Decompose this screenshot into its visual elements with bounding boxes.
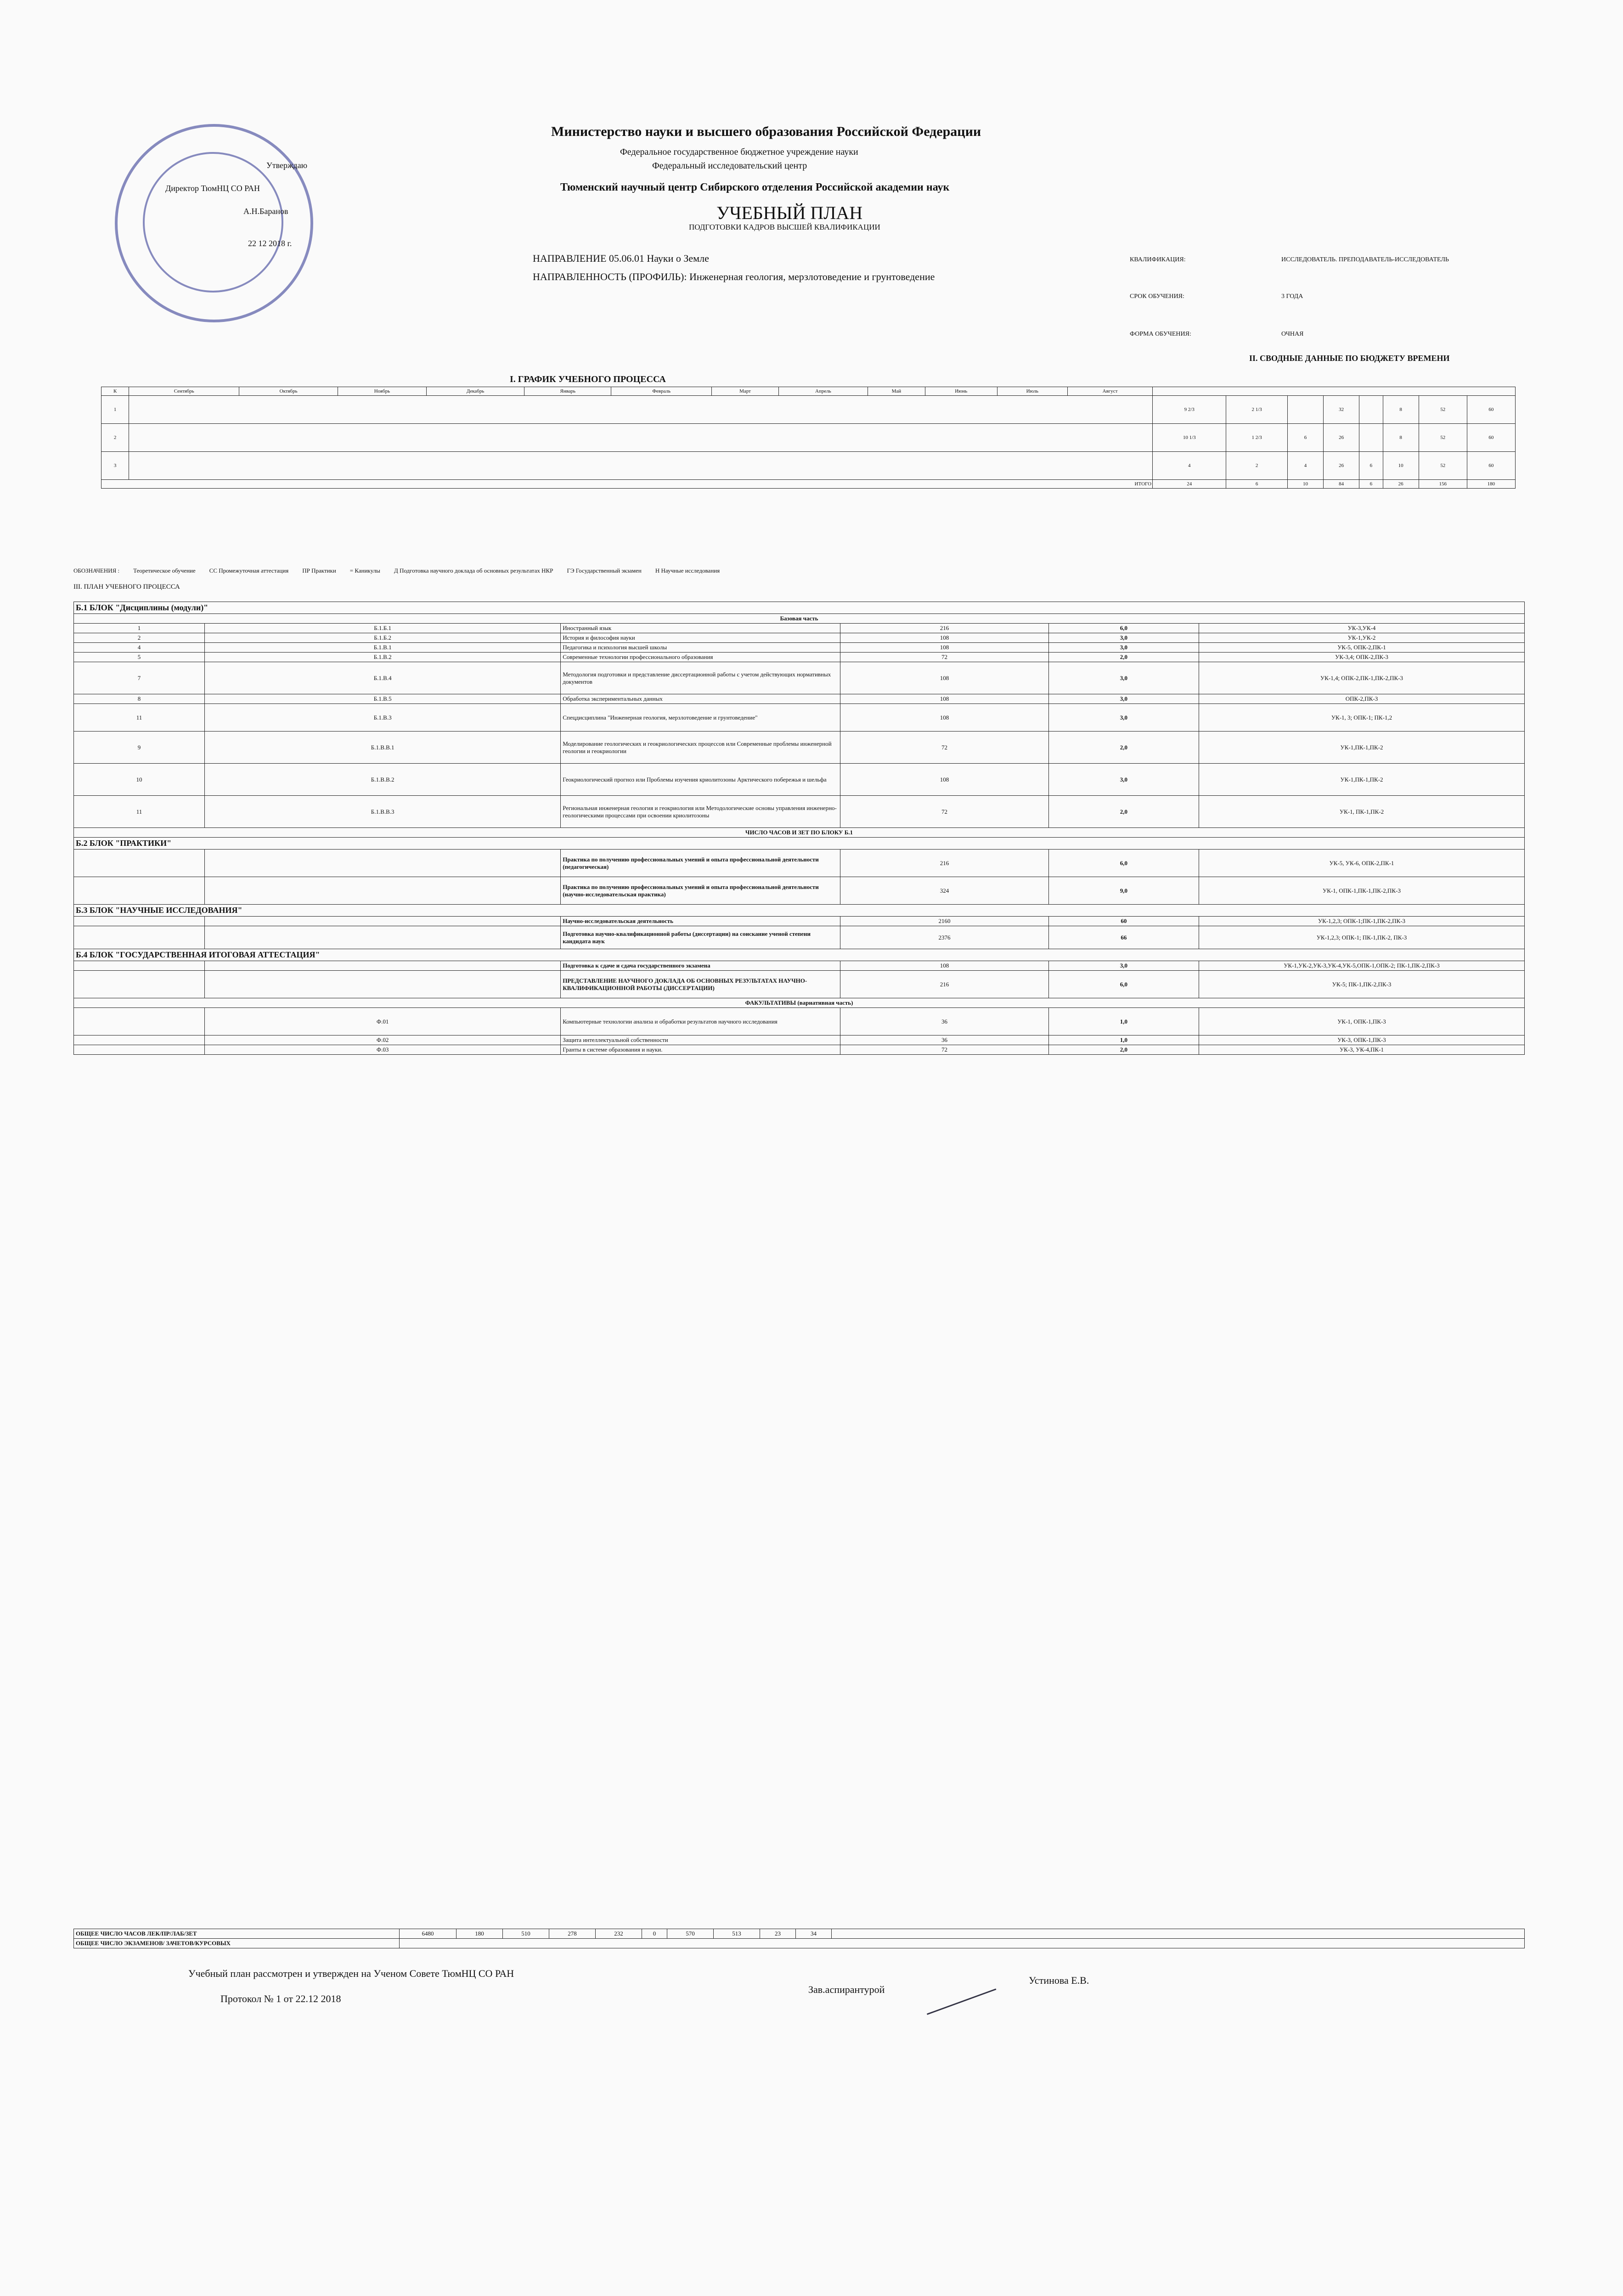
signature (914, 1954, 997, 2015)
month-cell: Август (1068, 387, 1153, 396)
schedule-row: 1 9 2/3 2 1/3 32 8 52 60 (101, 396, 1516, 424)
schedule-row: 3 4 2 4 26 6 10 52 60 (101, 452, 1516, 480)
header-line2: Федеральный исследовательский центр (652, 161, 807, 171)
month-cell: Май (868, 387, 925, 396)
table-row: Ф.01 Компьютерные технологии анализа и обработки результатов научного исследования 36 1,0 УК-1, ОПК-1,ПК-3 (74, 1008, 1525, 1035)
table-row: 11 Б.1.В.3 Спецдисциплина "Инженерная геология, мерзлотоведение и грунтоведение" 108 3,0 УК-1, 3; ОПК-1; ПК-1,2 (74, 704, 1525, 732)
table-row: ПРЕДСТАВЛЕНИЕ НАУЧНОГО ДОКЛАДА ОБ ОСНОВНЫХ РЕЗУЛЬТАТАХ НАУЧНО-КВАЛИФИКАЦИОННОЙ РАБОТЫ (ДИССЕРТАЦИИ) 216 6,0 УК-5; ПК-1,ПК-2,ПК-3 (74, 971, 1525, 998)
table-row: 10 Б.1.В.В.2 Геокриологический прогноз или Проблемы изучения криолитозоны Арктического побережья и шельфа 108 3,0 УК-1,ПК-1,ПК-2 (74, 764, 1525, 796)
term-value: 3 ГОДА (1281, 293, 1303, 300)
center-name: Тюменский научный центр Сибирского отделения Российской академии наук (560, 181, 950, 193)
fac-title: ФАКУЛЬТАТИВЫ (вариативная часть) (74, 998, 1525, 1008)
month-cell: Декабрь (426, 387, 524, 396)
month-cell: Январь (524, 387, 611, 396)
month-cell: Октябрь (239, 387, 338, 396)
form-value: ОЧНАЯ (1281, 331, 1304, 338)
table-row: 2 Б.1.Б.2 История и философия науки 108 3,0 УК-1,УК-2 (74, 633, 1525, 643)
table-row: 5 Б.1.В.2 Современные технологии профессионального образования 72 2,0 УК-3,4; ОПК-2,ПК-3 (74, 653, 1525, 662)
month-cell: Март (712, 387, 779, 396)
legend: ОБОЗНАЧЕНИЯ : Теоретическое обучение СС Промежуточная аттестация ПР Практики = Каникулы Д Подготовка научного доклада об основных результатах НКР ГЭ Государственный экзамен Н Научные исследования (73, 567, 720, 574)
budget-title: II. СВОДНЫЕ ДАННЫЕ ПО БЮДЖЕТУ ВРЕМЕНИ (1249, 354, 1450, 363)
table-row: Научно-исследовательская деятельность 2160 60 УК-1,2,3; ОПК-1;ПК-1,ПК-2,ПК-3 (74, 917, 1525, 926)
block2-title: Б.2 БЛОК "ПРАКТИКИ" (74, 838, 1525, 850)
official-seal (115, 124, 313, 322)
table-row: 4 Б.1.В.1 Педагогика и психология высшей школы 108 3,0 УК-5, ОПК-2,ПК-1 (74, 643, 1525, 653)
header-line1: Федеральное государственное бюджетное учреждение науки (620, 147, 858, 157)
approve-label: Утверждаю (266, 161, 308, 170)
table-row: Практика по получению профессиональных умений и опыта профессиональной деятельности (педагогическая) 216 6,0 УК-5, УК-6, ОПК-2,ПК-1 (74, 850, 1525, 877)
month-cell: Апрель (778, 387, 868, 396)
table-row: Практика по получению профессиональных умений и опыта профессиональной деятельности (научно-исследовательская практика) 324 9,0 УК-1, ОПК-1,ПК-1,ПК-2,ПК-3 (74, 877, 1525, 905)
total-b1: ЧИСЛО ЧАСОВ И ЗЕТ ПО БЛОКУ Б.1 (74, 828, 1525, 838)
plan-table (73, 602, 1525, 1055)
table-row: Ф.02 Защита интеллектуальной собственности 36 1,0 УК-3, ОПК-1,ПК-3 (74, 1035, 1525, 1045)
direction: НАПРАВЛЕНИЕ 05.06.01 Науки о Земле (533, 253, 709, 264)
term-label: СРОК ОБУЧЕНИЯ: (1130, 293, 1184, 300)
block1-title: Б.1 БЛОК "Дисциплины (модули)" (74, 602, 1525, 614)
table-row: 9 Б.1.В.В.1 Моделирование геологических и геокриологических процессов или Современные проблемы инженерной геологии и геокриологии 72 2,0 УК-1,ПК-1,ПК-2 (74, 732, 1525, 764)
month-cell: Июнь (925, 387, 997, 396)
table-row: 8 Б.1.В.5 Обработка экспериментальных данных 108 3,0 ОПК-2,ПК-3 (74, 694, 1525, 704)
table-row: Подготовка к сдаче и сдача государственного экзамена 108 3,0 УК-1,УК-2,УК-3,УК-4,УК-5,ОПК-1,ОПК-2; ПК-1,ПК-2,ПК-3 (74, 961, 1525, 971)
block3-title: Б.3 БЛОК "НАУЧНЫЕ ИССЛЕДОВАНИЯ" (74, 905, 1525, 917)
month-cell: Февраль (611, 387, 712, 396)
table-row: 11 Б.1.В.В.3 Региональная инженерная геология и геокриология или Методологические основы управления инженерно-геологическими процессами при освоении криолитозоны 72 2,0 УК-1, ПК-1,ПК-2 (74, 796, 1525, 828)
totals-table: ОБЩЕЕ ЧИСЛО ЧАСОВ ЛЕК/ПР/ЛАБ/ЗЕТ 6480 180 510 278 232 0 570 513 23 34 ОБЩЕЕ ЧИСЛО ЭКЗАМЕНОВ/ ЗАЧЕТОВ/КУРСОВЫХ (73, 1929, 1525, 1948)
ministry-title: Министерство науки и высшего образования Российской Федерации (551, 124, 981, 139)
plan-title: III. ПЛАН УЧЕБНОГО ПРОЦЕССА (73, 583, 180, 591)
footer-head-name: Устинова Е.В. (1029, 1975, 1089, 1986)
profile: НАПРАВЛЕННОСТЬ (ПРОФИЛЬ): Инженерная геология, мерзлотоведение и грунтоведение (533, 271, 935, 282)
schedule-table (101, 387, 1516, 489)
qualification-label: КВАЛИФИКАЦИЯ: (1130, 256, 1186, 263)
footer-protocol: Протокол № 1 от 22.12 2018 (220, 1993, 341, 2004)
document-page (73, 106, 1552, 2264)
month-cell: Ноябрь (338, 387, 427, 396)
table-row: 1 Б.1.Б.1 Иностранный язык 216 6,0 УК-3,УК-4 (74, 624, 1525, 633)
table-row: Подготовка научно-квалификационной работы (диссертации) на соискание ученой степени кандидата наук 2376 66 УК-1,2,3; ОПК-1; ПК-1,ПК-2, ПК-3 (74, 926, 1525, 949)
qualification-value: ИССЛЕДОВАТЕЛЬ. ПРЕПОДАВАТЕЛЬ-ИССЛЕДОВАТЕЛЬ (1281, 256, 1449, 263)
schedule-row: 2 10 1/3 1 2/3 6 26 8 52 60 (101, 424, 1516, 452)
month-cell: Сентябрь (129, 387, 239, 396)
table-row: 7 Б.1.В.4 Методология подготовки и представление диссертационной работы с учетом действующих нормативных документов 108 3,0 УК-1,4; ОПК-2,ПК-1,ПК-2,ПК-3 (74, 662, 1525, 694)
footer-note: Учебный план рассмотрен и утвержден на Ученом Совете ТюмНЦ СО РАН (188, 1968, 514, 1979)
director-label: Директор ТюмНЦ СО РАН (165, 184, 260, 193)
approval-date: 22 12 2018 г. (248, 239, 292, 248)
schedule-total-row: ИТОГО 24 6 10 84 6 26 156 180 (101, 480, 1516, 489)
page-title: УЧЕБНЫЙ ПЛАН (716, 203, 863, 223)
schedule-months-row: К Сентябрь Октябрь Ноябрь Декабрь Январь Февраль Март Апрель Май Июнь Июль Август (101, 387, 1516, 396)
director-name: А.Н.Баранов (243, 207, 288, 216)
table-row: Ф.03 Гранты в системе образования и науки. 72 2,0 УК-3, УК-4,ПК-1 (74, 1045, 1525, 1055)
page-subtitle: ПОДГОТОВКИ КАДРОВ ВЫСШЕЙ КВАЛИФИКАЦИИ (689, 223, 880, 231)
block4-title: Б.4 БЛОК "ГОСУДАРСТВЕННАЯ ИТОГОВАЯ АТТЕСТАЦИЯ" (74, 949, 1525, 961)
schedule-title: I. ГРАФИК УЧЕБНОГО ПРОЦЕССА (510, 374, 666, 384)
form-label: ФОРМА ОБУЧЕНИЯ: (1130, 331, 1191, 338)
base-part: Базовая часть (74, 614, 1525, 624)
month-cell: Июль (997, 387, 1067, 396)
footer-head: Зав.аспирантурой (808, 1984, 885, 1995)
